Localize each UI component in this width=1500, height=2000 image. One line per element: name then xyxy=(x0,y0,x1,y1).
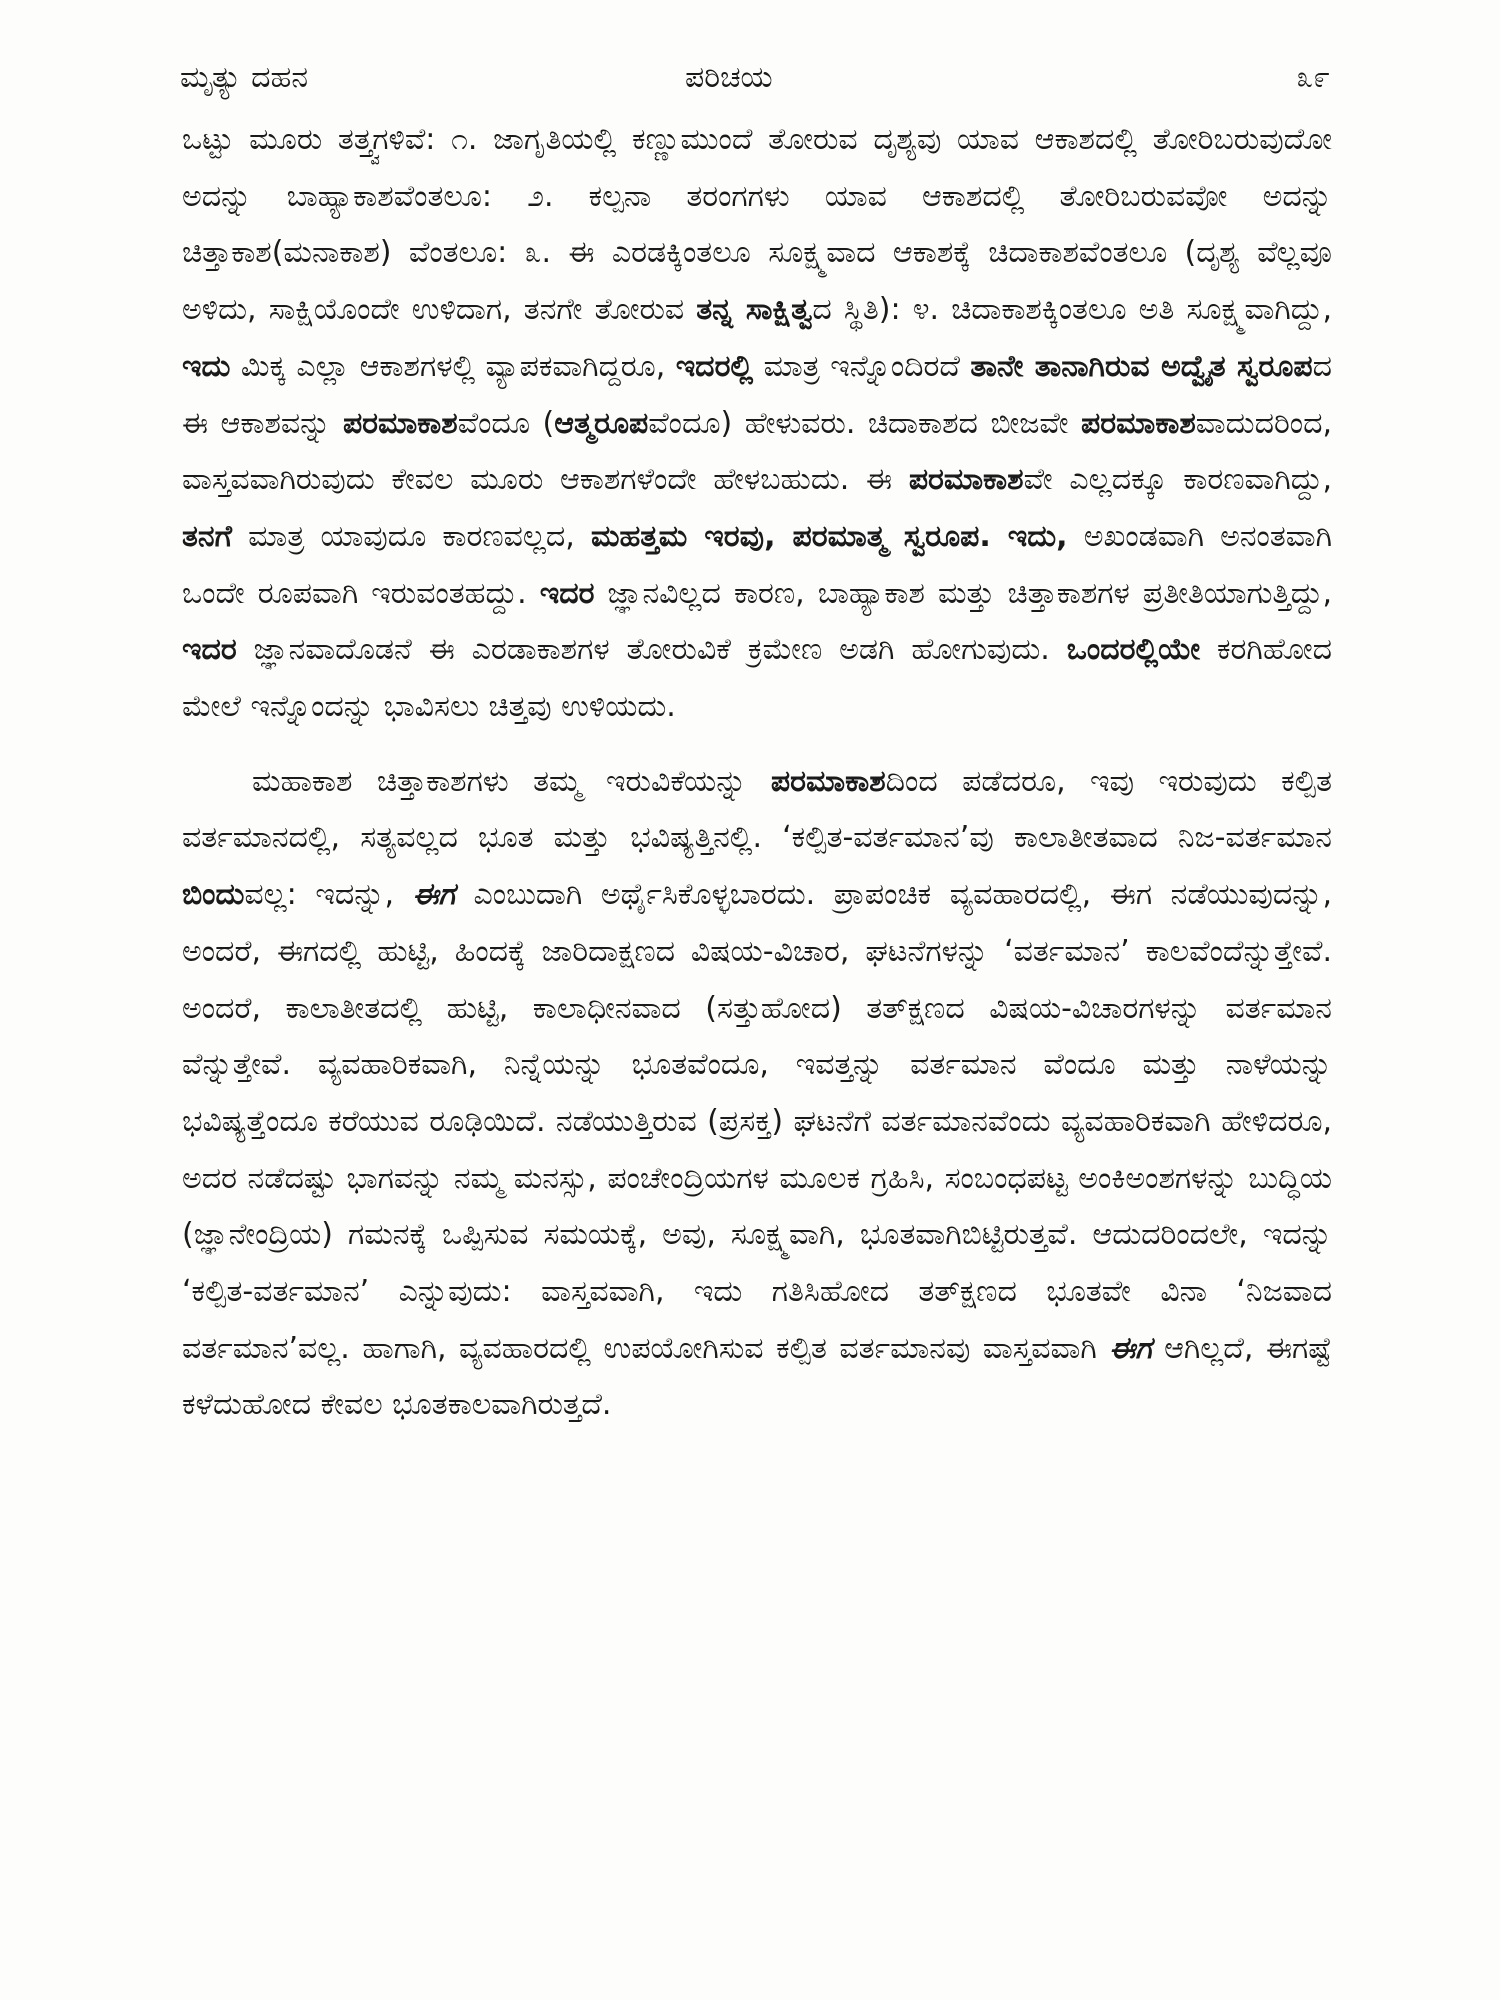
italic-term: ಈಗ xyxy=(1109,1330,1152,1366)
paragraph-1 xyxy=(182,112,1332,736)
bold-term: ಇದು xyxy=(182,348,231,384)
text-run: ಆಗಿಲ್ಲದೆ, ಈಗಷ್ಟೆ ಕಳೆದುಹೋದ ಕೇವಲ ಭೂತಕಾಲವಾಗಿರುತ್ತದೆ. xyxy=(182,1330,1332,1423)
text-run: ಜ್ಞಾನವಾದೊಡನೆ ಈ ಎರಡಾಕಾಶಗಳ ತೋರುವಿಕೆ ಕ್ರಮೇಣ ಅಡಗಿ ಹೋಗುವುದು. xyxy=(236,632,1067,668)
bold-term: ಪರಮಾಕಾಶ xyxy=(342,405,458,441)
text-run: ಒಟ್ಟು ಮೂರು ತತ್ತ್ವಗಳಿವೆ: ೧. ಜಾಗೃತಿಯಲ್ಲಿ ಕಣ್ಣುಮುಂದೆ ತೋರುವ ದೃಶ್ಯವು ಯಾವ ಆಕಾಶದಲ್ಲಿ ತೋರಿಬರುವುದೋ ಅದನ್ನು ಬಾಹ್ಯಾಕಾಶವೆಂತಲೂ: ೨. ಕಲ್ಪನಾ ತರಂಗಗಳು ಯಾವ ಆಕಾಶದಲ್ಲಿ ತೋರಿಬರುವವೋ ಅದನ್ನು ಚಿತ್ತಾಕಾಶ(ಮನಾಕಾಶ) ವೆಂತಲೂ: ೩. ಈ ಎರಡಕ್ಕಿಂತಲೂ ಸೂಕ್ಷ್ಮವಾದ ಆಕಾಶಕ್ಕೆ ಚಿದಾಕಾಶವೆಂತಲೂ (ದೃಶ್ಯ ವೆಲ್ಲವೂ ಅಳಿದು, ಸಾಕ್ಷಿಯೊಂದೇ ಉಳಿದಾಗ, ತನಗೇ ತೋರುವ xyxy=(182,122,1332,328)
bold-term: ಇದರ xyxy=(539,575,595,611)
bold-term: ಪರಮಾಕಾಶ xyxy=(1081,405,1196,441)
text-run: ದ ಈ ಆಕಾಶವನ್ನು xyxy=(182,348,1332,441)
text-run: ಅಖಂಡವಾಗಿ ಅನಂತವಾಗಿ ಒಂದೇ ರೂಪವಾಗಿ ಇರುವಂತಹದ್ದು. xyxy=(182,518,1333,611)
paragraph-2 xyxy=(182,754,1332,1434)
page-number: ೩೯ xyxy=(1296,60,1330,95)
text-run: ಮಿಕ್ಕ ಎಲ್ಲಾ ಆಕಾಶಗಳಲ್ಲಿ ವ್ಯಾಪಕವಾಗಿದ್ದರೂ, xyxy=(230,348,676,384)
bold-term: ಇದರ xyxy=(182,632,237,668)
running-header xyxy=(180,48,1330,108)
text-run: ಮಾತ್ರ ಇನ್ನೊಂದಿರದೆ xyxy=(753,348,971,384)
bold-term: ಮಹತ್ತಮ ಇರವು, ಪರಮಾತ್ಮ ಸ್ವರೂಪ. ಇದು, xyxy=(590,518,1068,554)
bold-term: ತನಗೆ xyxy=(182,518,233,554)
text-run: ವಲ್ಲ: ಇದನ್ನು, xyxy=(244,877,413,913)
text-run: ವೆಂದೂ ( xyxy=(457,405,555,441)
bold-term: ಪರಮಾಕಾಶ xyxy=(908,462,1024,498)
book-title: ಮೃತ್ಯು ದಹನ xyxy=(180,60,309,95)
text-run: ಕರಗಿಹೋದ ಮೇಲೆ ಇನ್ನೊಂದನ್ನು ಭಾವಿಸಲು ಚಿತ್ತವು ಉಳಿಯದು. xyxy=(182,632,1332,725)
bold-term: ಒಂದರಲ್ಲಿಯೇ xyxy=(1066,632,1201,668)
italic-term: ಈಗ xyxy=(412,877,455,913)
bold-term: ತನ್ನ ಸಾಕ್ಷಿತ್ವ xyxy=(696,292,813,328)
bold-term: ಬಿಂದು xyxy=(182,877,245,913)
text-run: ವೆಂದೂ) ಹೇಳುವರು. ಚಿದಾಕಾಶದ ಬೀಜವೇ xyxy=(648,405,1082,441)
text-run: ಜ್ಞಾನವಿಲ್ಲದ ಕಾರಣ, ಬಾಹ್ಯಾಕಾಶ ಮತ್ತು ಚಿತ್ತಾಕಾಶಗಳ ಪ್ರತೀತಿಯಾಗುತ್ತಿದ್ದು, xyxy=(594,575,1332,611)
text-run: ಎಂಬುದಾಗಿ ಅರ್ಥೈಸಿಕೊಳ್ಳಬಾರದು. ಪ್ರಾಪಂಚಿಕ ವ್ಯವಹಾರದಲ್ಲಿ, ಈಗ ನಡೆಯುವುದನ್ನು, ಅಂದರೆ, ಈಗದಲ್ಲಿ ಹುಟ್ಟಿ, ಹಿಂದಕ್ಕೆ ಜಾರಿದಾಕ್ಷಣದ ವಿಷಯ-ವಿಚಾರ, ಘಟನೆಗಳನ್ನು ‘ವರ್ತಮಾನ’ ಕಾಲವೆಂದೆನ್ನುತ್ತೇವೆ. ಅಂದರೆ, ಕಾಲಾತೀತದಲ್ಲಿ ಹುಟ್ಟಿ, ಕಾಲಾಧೀನವಾದ (ಸತ್ತುಹೋದ) ತತ್‌ಕ್ಷಣದ ವಿಷಯ-ವಿಚಾರಗಳನ್ನು ವರ್ತಮಾನ ವೆನ್ನುತ್ತೇವೆ. ವ್ಯವಹಾರಿಕವಾಗಿ, ನಿನ್ನೆಯನ್ನು ಭೂತವೆಂದೂ, ಇವತ್ತನ್ನು ವರ್ತಮಾನ ವೆಂದೂ ಮತ್ತು ನಾಳೆಯನ್ನು ಭವಿಷ್ಯತ್ತೆಂದೂ ಕರೆಯುವ ರೂಢಿಯಿದೆ. ನಡೆಯುತ್ತಿರುವ (ಪ್ರಸಕ್ತ) ಘಟನೆಗೆ ವರ್ತಮಾನವೆಂದು ವ್ಯವಹಾರಿಕವಾಗಿ ಹೇಳಿದರೂ, ಅದರ ನಡೆದಷ್ಟು ಭಾಗವನ್ನು ನಮ್ಮ ಮನಸ್ಸು, ಪಂಚೇಂದ್ರಿಯಗಳ ಮೂಲಕ ಗ್ರಹಿಸಿ, ಸಂಬಂಧಪಟ್ಟ ಅಂಕಿಅಂಶಗಳನ್ನು ಬುದ್ಧಿಯ (ಜ್ಞಾನೇಂದ್ರಿಯ) ಗಮನಕ್ಕೆ ಒಪ್ಪಿಸುವ ಸಮಯಕ್ಕೆ, ಅವು, ಸೂಕ್ಷ್ಮವಾಗಿ, ಭೂತವಾಗಿಬಿಟ್ಟಿರುತ್ತವೆ. ಆದುದರಿಂದಲೇ, ಇದನ್ನು ‘ಕಲ್ಪಿತ-ವರ್ತಮಾನ’ ಎನ್ನುವುದು: ವಾಸ್ತವವಾಗಿ, ಇದು ಗತಿಸಿಹೋದ ತತ್‌ಕ್ಷಣದ ಭೂತವೇ ವಿನಾ ‘ನಿಜವಾದ ವರ್ತಮಾನ’ವಲ್ಲ. ಹಾಗಾಗಿ, ವ್ಯವಹಾರದಲ್ಲಿ ಉಪಯೋಗಿಸುವ ಕಲ್ಪಿತ ವರ್ತಮಾನವು ವಾಸ್ತವವಾಗಿ xyxy=(182,877,1332,1366)
text-run: ದಿಂದ ಪಡೆದರೂ, ಇವು ಇರುವುದು ಕಲ್ಪಿತ ವರ್ತಮಾನದಲ್ಲಿ, ಸತ್ಯವಲ್ಲದ ಭೂತ ಮತ್ತು ಭವಿಷ್ಯತ್ತಿನಲ್ಲಿ. ‘ಕಲ್ಪಿತ-ವರ್ತಮಾನ’ವು ಕಾಲಾತೀತವಾದ ನಿಜ-ವರ್ತಮಾನ xyxy=(182,763,1332,856)
bold-term: ತಾನೇ ತಾನಾಗಿರುವ ಅದ್ವೈತ ಸ್ವರೂಪ xyxy=(970,348,1313,384)
bold-term: ಆತ್ಮರೂಪ xyxy=(554,405,649,441)
text-run: ದ ಸ್ಥಿತಿ): ೪. ಚಿದಾಕಾಶಕ್ಕಿಂತಲೂ ಅತಿ ಸೂಕ್ಷ್ಮವಾಗಿದ್ದು, xyxy=(812,292,1332,328)
text-run: ವೇ ಎಲ್ಲದಕ್ಕೂ ಕಾರಣವಾಗಿದ್ದು, xyxy=(1023,462,1332,498)
text-run: ಮಹಾಕಾಶ ಚಿತ್ತಾಕಾಶಗಳು ತಮ್ಮ ಇರುವಿಕೆಯನ್ನು xyxy=(252,763,771,799)
bold-term: ಇದರಲ್ಲಿ xyxy=(675,348,754,384)
bold-term: ಪರಮಾಕಾಶ xyxy=(770,763,886,799)
text-run: ಮಾತ್ರ ಯಾವುದೂ ಕಾರಣವಲ್ಲದ, xyxy=(232,518,591,554)
chapter-title: ಪರಿಚಯ xyxy=(685,60,773,95)
text-run: ವಾದುದರಿಂದ, ವಾಸ್ತವವಾಗಿರುವುದು ಕೇವಲ ಮೂರು ಆಕಾಶಗಳೆಂದೇ ಹೇಳಬಹುದು. ಈ xyxy=(182,405,1332,498)
body-text xyxy=(182,112,1332,1434)
